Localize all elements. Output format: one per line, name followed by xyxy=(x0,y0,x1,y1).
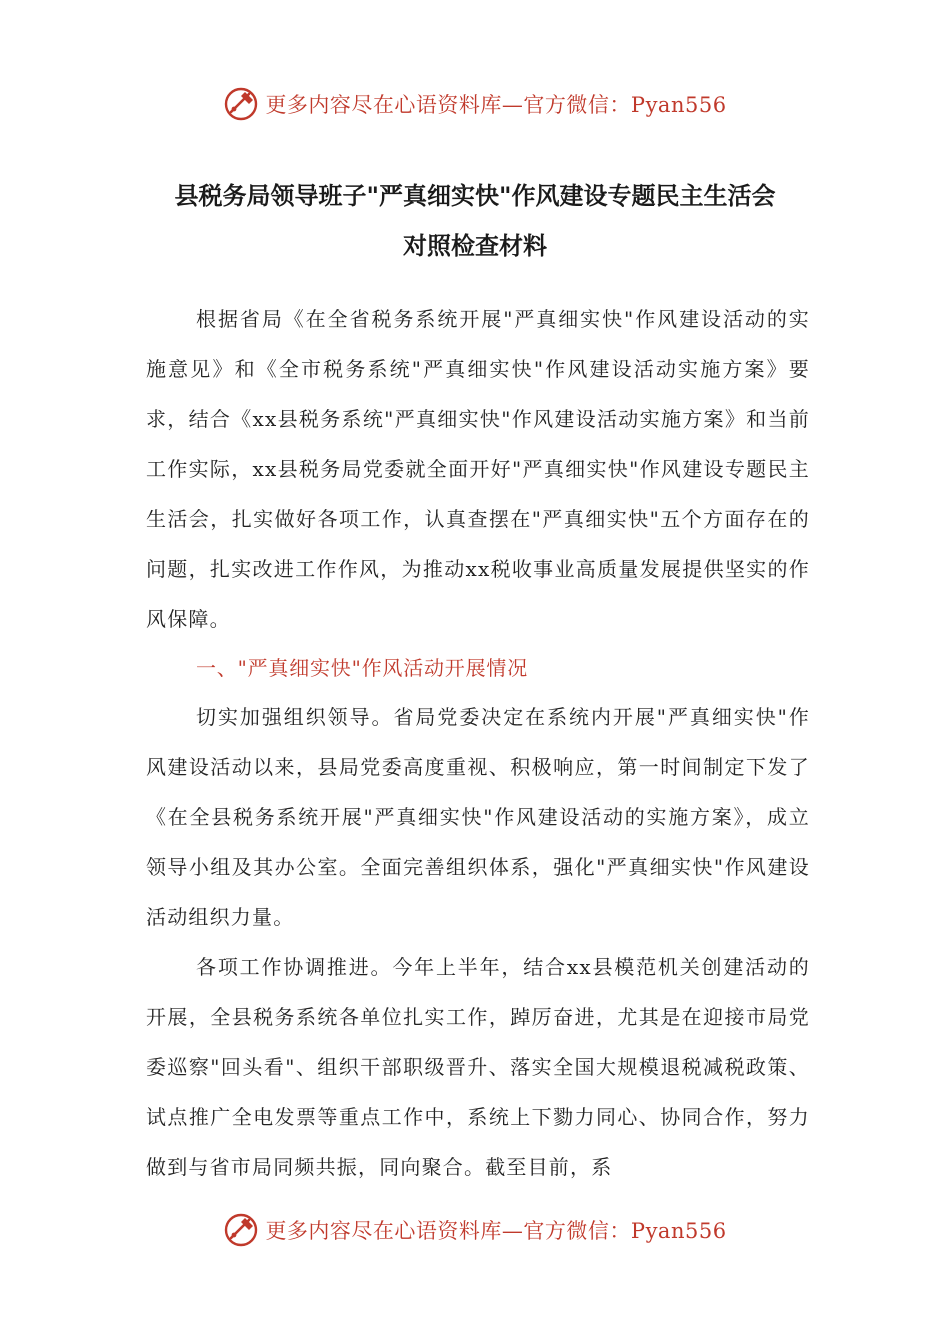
paragraph-organization xyxy=(146,692,810,942)
banner-text: 更多内容尽在心语资料库—官方微信：Pyan556 xyxy=(265,1219,727,1243)
logo-icon xyxy=(223,1212,259,1248)
paragraph-intro xyxy=(146,294,810,644)
footer-banner xyxy=(0,1210,950,1250)
section-heading: 一、"严真细实快"作风活动开展情况 xyxy=(196,656,528,680)
paragraph-text: 各项工作协调推进。今年上半年，结合xx县模范机关创建活动的开展，全县税务系统各单位扎实工作，踔厉奋进，尤其是在迎接市局党委巡察"回头看"、组织干部职级晋升、落实全国大规模退税减税政策、试点推广全电发票等重点工作中，系统上下勠力同心、协同合作，努力做到与省市局同频共振，同向聚合。截至目前，系 xyxy=(146,955,810,1179)
paragraph-text: 切实加强组织领导。省局党委决定在系统内开展"严真细实快"作风建设活动以来，县局党委高度重视、积极响应，第一时间制定下发了《在全县税务系统开展"严真细实快"作风建设活动的实施方案》，成立领导小组及其办公室。全面完善组织体系，强化"严真细实快"作风建设活动组织力量。 xyxy=(146,705,810,929)
paragraph-progress xyxy=(146,942,810,1192)
paragraph-text: 根据省局《在全省税务系统开展"严真细实快"作风建设活动的实施意见》和《全市税务系统"严真细实快"作风建设活动实施方案》要求，结合《xx县税务系统"严真细实快"作风建设活动实施方案》和当前工作实际，xx县税务局党委就全面开好"严真细实快"作风建设专题民主生活会，扎实做好各项工作，认真查摆在"严真细实快"五个方面存在的问题，扎实改进工作作风，为推动xx税收事业高质量发展提供坚实的作风保障。 xyxy=(146,307,810,631)
header-banner xyxy=(0,84,950,124)
document-title: 县税务局领导班子"严真细实快"作风建设专题民主生活会 xyxy=(174,182,776,210)
banner-text: 更多内容尽在心语资料库—官方微信：Pyan556 xyxy=(265,93,727,117)
logo-icon xyxy=(223,86,259,122)
document-subtitle: 对照检查材料 xyxy=(403,232,547,260)
